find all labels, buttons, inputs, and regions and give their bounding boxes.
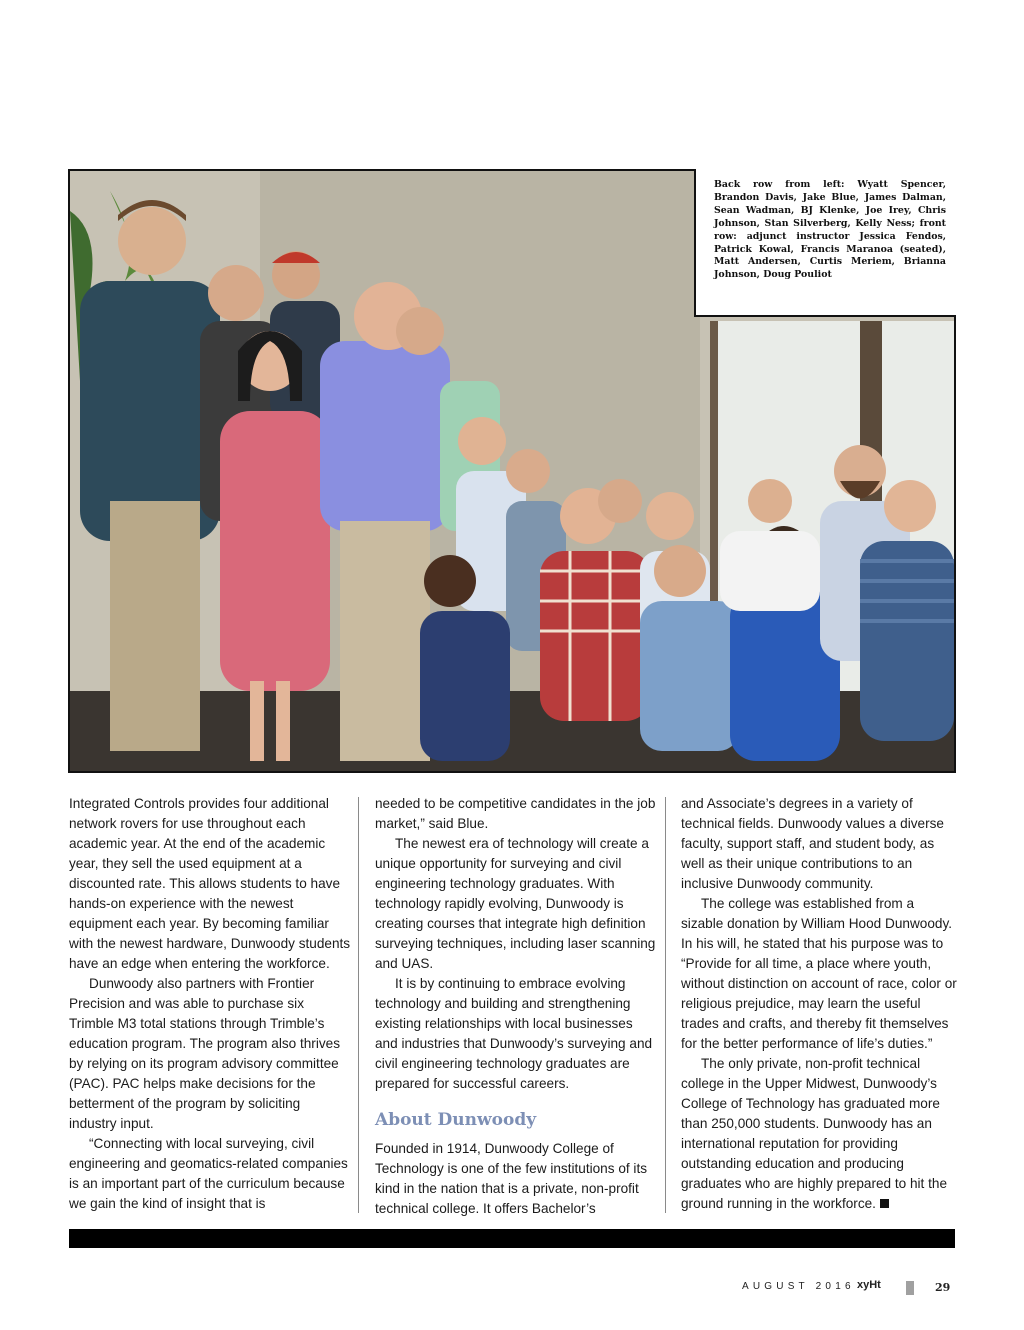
paragraph: The newest era of technology will create a unique opportunity for surveying and civil engineering technology graduates. With technology rapidly evolving, Dunwoody is creating courses that integrate high definition surveying techniques, including laser scanning and UAS. [375, 836, 656, 971]
paragraph: Founded in 1914, Dunwoody College of Technology is one of the few institutions of its kind in the nation that is a private, non-profit technical college. It offers Bachelor’s [375, 1141, 648, 1216]
paragraph-text: The only private, non-profit technical college in the Upper Midwest, Dunwoody’s College of Technology has graduated more than 250,000 students. Dunwoody has an international reputation for providing outstanding education and producing graduates who are highly prepared to hit the ground running in the workforce. [681, 1056, 948, 1211]
folio-divider-block [906, 1281, 914, 1295]
photo-caption: Back row from left: Wyatt Spencer, Brandon Davis, Jake Blue, James Dalman, Sean Wadman, BJ Klenke, Joe Irey, Chris Johnson, Stan Silverberg, Kelly Ness; front row: adjunct instructor Jessica Fendos, Patrick Kowal, Francis Maranoa (seated), Matt Andersen, Curtis Meriem, Brianna Johnson, Doug Pouliot [694, 169, 956, 317]
paragraph: Integrated Controls provides four additional network rovers for use throughout each academic year. At the end of the academic year, they sell the used equipment at a discounted rate. This allows students to have hands-on experience with the newest equipment each year. By becoming familiar with the newest hardware, Dunwoody students have an edge when entering the workforce. [69, 796, 351, 971]
column-divider [358, 797, 359, 1213]
paragraph: and Associate’s degrees in a variety of technical fields. Dunwoody values a diverse faculty, support staff, and student body, as well as their unique contributions to an inclusive Dunwoody community. [681, 796, 944, 891]
article-column-3 [681, 794, 959, 1214]
article-column-2 [375, 794, 657, 1219]
footer-bar [69, 1229, 955, 1248]
article-column-1 [69, 794, 351, 1214]
paragraph: The college was established from a sizable donation by William Hood Dunwoody. In his will, he stated that his purpose was to “Provide for all time, a place where youth, without distinction on account of race, color or religious prejudice, may learn the useful trades and crafts, and thereby fit themselves for the better performance of life’s duties.” [681, 896, 957, 1051]
end-mark-icon [880, 1199, 889, 1208]
issue-date: AUGUST 2016 [742, 1281, 855, 1292]
paragraph: “Connecting with local surveying, civil engineering and geomatics-related companies is an important part of the curriculum because we gain the kind of insight that is [69, 1136, 348, 1211]
paragraph [681, 1054, 959, 1214]
page-number: 29 [935, 1281, 951, 1294]
magazine-brand: xyHt [857, 1279, 881, 1291]
paragraph: needed to be competitive candidates in the job market,” said Blue. [375, 796, 656, 831]
paragraph: It is by continuing to embrace evolving technology and building and strengthening existing relationships with local businesses and industries that Dunwoody’s surveying and civil engineering technology graduates are prepared for successful careers. [375, 976, 653, 1091]
section-heading: About Dunwoody [375, 1110, 537, 1130]
column-divider [665, 797, 666, 1213]
paragraph: Dunwoody also partners with Frontier Precision and was able to purchase six Trimble M3 total stations through Trimble’s education program. The program also thrives by relying on its program advisory committee (PAC). PAC helps make decisions for the betterment of the program by soliciting industry input. [69, 976, 341, 1131]
